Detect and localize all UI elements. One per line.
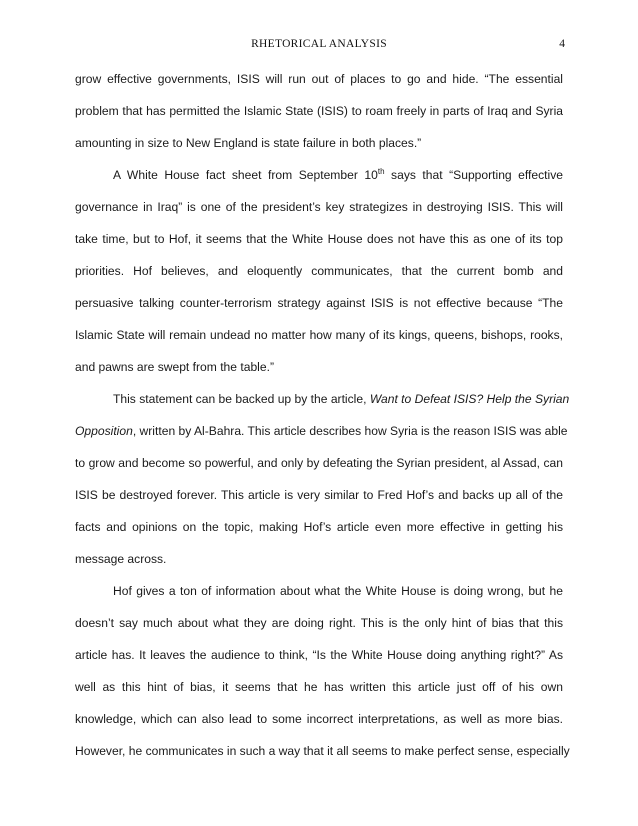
body-line: to grow and become so powerful, and only by defeating the Syrian president, al Assad, can (75, 456, 563, 470)
body-line: problem that has permitted the Islamic State (ISIS) to roam freely in parts of Iraq and Syria (75, 104, 563, 118)
page-number: 4 (559, 38, 565, 50)
body-line: persuasive talking counter-terrorism strategy against ISIS is not effective because “The (75, 296, 563, 310)
body-line: grow effective governments, ISIS will run out of places to go and hide. “The essential (75, 72, 563, 86)
body-line: Hof gives a ton of information about what the White House is doing wrong, but he (113, 584, 563, 598)
article-title: Opposition (75, 424, 133, 438)
page-header (0, 38, 638, 54)
text-run: This statement can be backed up by the article, (113, 392, 370, 406)
body-line: ISIS be destroyed forever. This article is very similar to Fred Hof’s and backs up all of the (75, 488, 563, 502)
body-line: doesn’t say much about what they are doing right. This is the only hint of bias that this (75, 616, 563, 630)
body-line: amounting in size to New England is state failure in both places.” (75, 136, 422, 150)
body-line: However, he communicates in such a way that it all seems to make perfect sense, especially (75, 744, 570, 758)
body-line: knowledge, which can also lead to some incorrect interpretations, as well as more bias. (75, 712, 563, 726)
body-line (75, 423, 568, 439)
text-run: , written by Al-Bahra. This article describes how Syria is the reason ISIS was able (132, 424, 568, 438)
body-line: take time, but to Hof, it seems that the White House does not have this as one of its top (75, 232, 563, 246)
text-run: A White House fact sheet from September 10 (113, 168, 378, 182)
body-line: facts and opinions on the topic, making Hof’s article even more effective in getting his (75, 520, 563, 534)
body-line (113, 167, 563, 183)
running-head: RHETORICAL ANALYSIS (251, 38, 387, 50)
body-line: and pawns are swept from the table.” (75, 360, 274, 374)
body-line: priorities. Hof believes, and eloquently communicates, that the current bomb and (75, 264, 563, 278)
body-line: message across. (75, 552, 167, 566)
body-line: well as this hint of bias, it seems that he has written this article just off of his own (75, 680, 563, 694)
body-line: Islamic State will remain undead no matter how many of its kings, queens, bishops, rooks, (75, 328, 563, 342)
body-line (113, 391, 570, 407)
superscript: th (377, 166, 385, 176)
text-run: says that “Supporting effective (384, 168, 564, 182)
body-line: governance in Iraq” is one of the president’s key strategizes in destroying ISIS. This will (75, 200, 563, 214)
article-title: Want to Defeat ISIS? Help the Syrian (369, 392, 570, 406)
body-line: article has. It leaves the audience to think, “Is the White House doing anything right?” As (75, 648, 563, 662)
